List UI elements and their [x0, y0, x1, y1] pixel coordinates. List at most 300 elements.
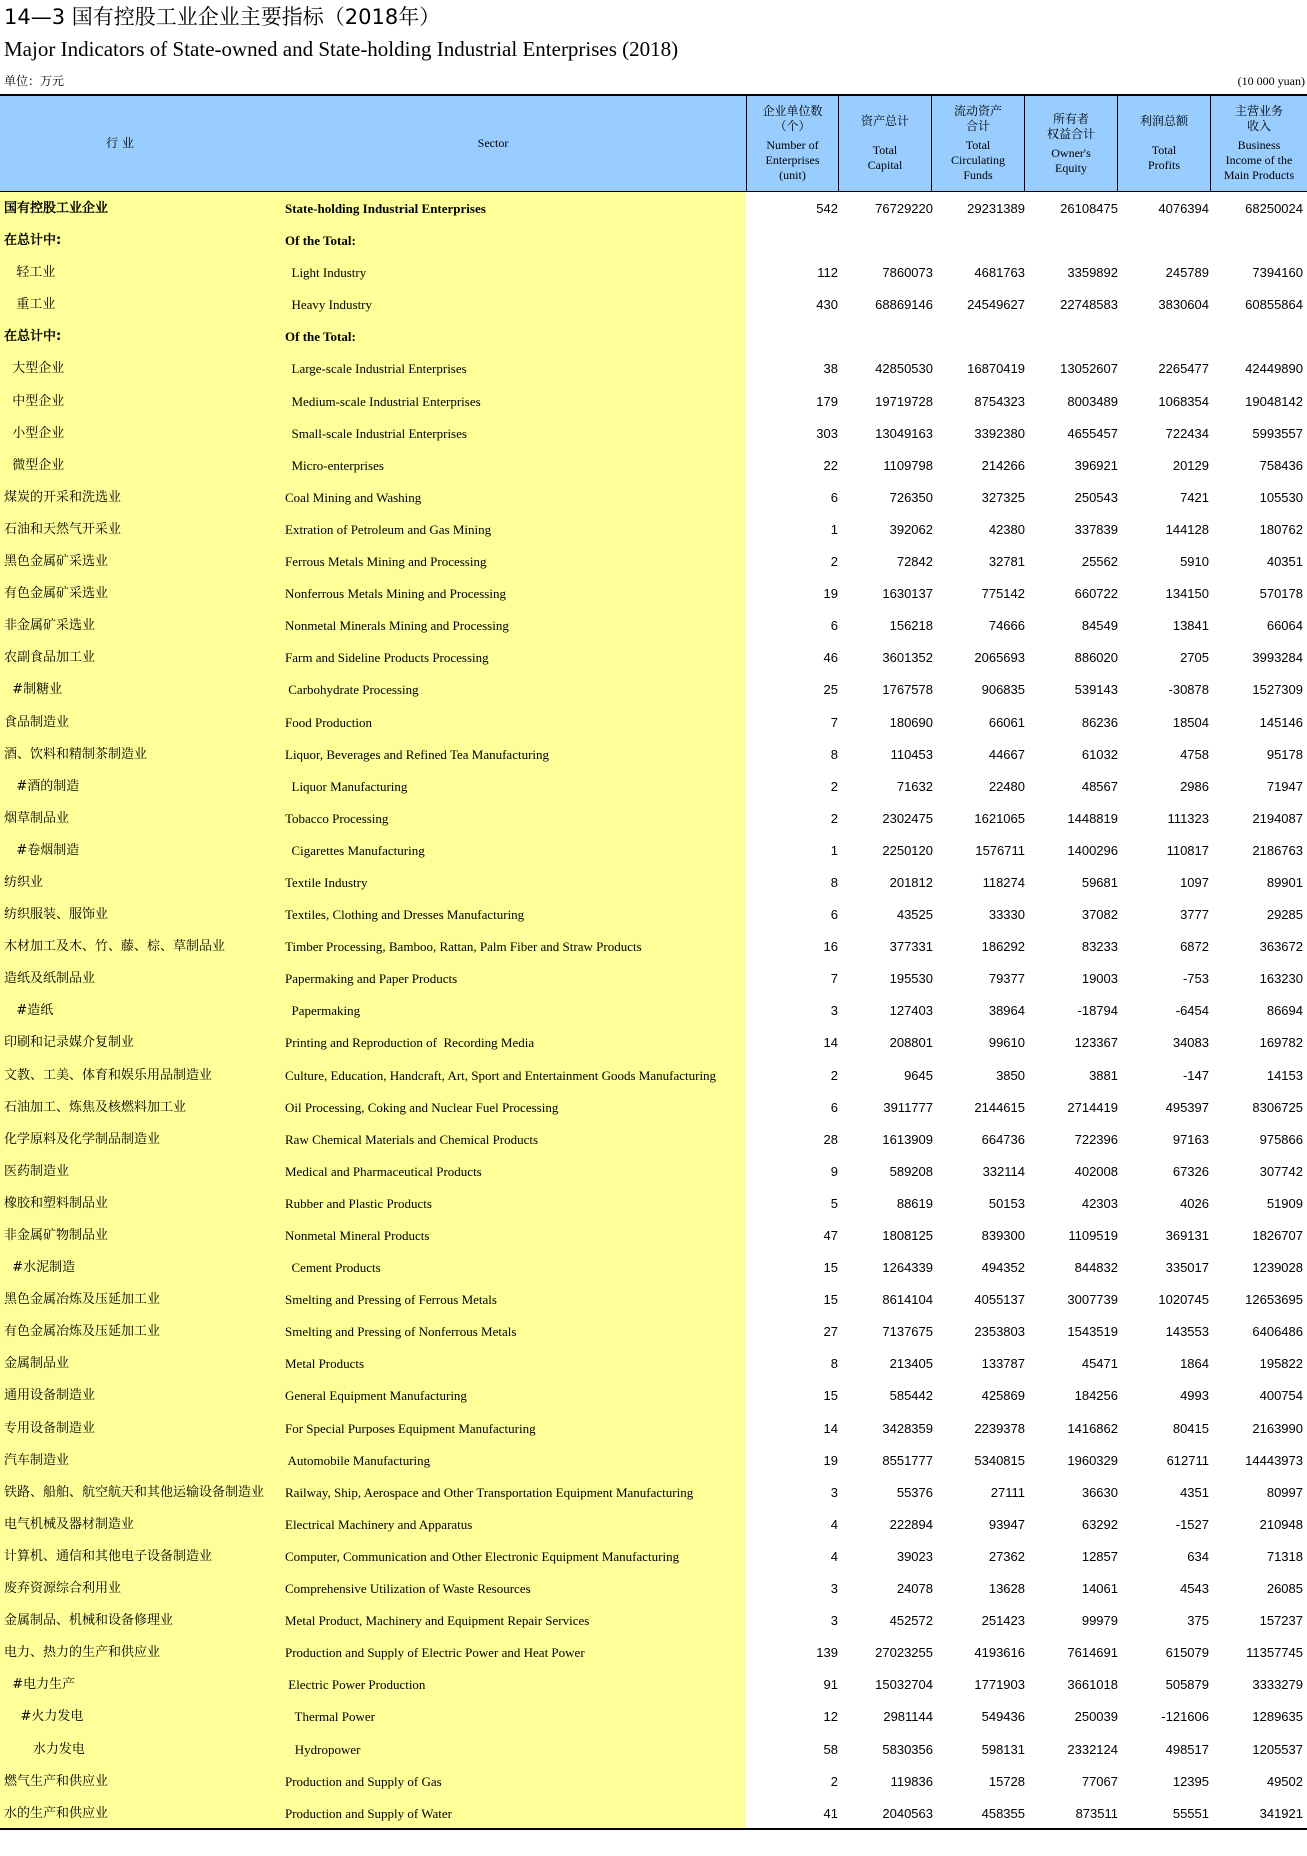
cell-value: 2265477: [1158, 361, 1209, 377]
header-col-cn2: 合计: [965, 119, 990, 133]
cell-value: 722396: [1074, 1131, 1118, 1147]
table-row: [0, 610, 1307, 642]
row-label-en: Thermal Power: [285, 1709, 376, 1725]
row-label-en: Coal Mining and Washing: [285, 489, 422, 505]
cell-value: 906835: [981, 682, 1025, 698]
cell-value: 2332124: [1067, 1741, 1118, 1757]
table-body: [0, 193, 1307, 1830]
header-col-cn2: 权益合计: [1046, 126, 1095, 141]
cell-value: 452572: [889, 1613, 933, 1629]
cell-value: -147: [1182, 1067, 1209, 1083]
cell-value: 25562: [1081, 554, 1118, 570]
cell-value: 89901: [1266, 874, 1303, 890]
row-label-cn: 黑色金属矿采选业: [4, 554, 109, 570]
cell-value: 12857: [1081, 1548, 1118, 1564]
row-label-cn: 食品制造业: [4, 714, 70, 730]
table-row: [0, 1156, 1307, 1188]
cell-value: [748, 321, 838, 353]
cell-value: 134150: [1165, 586, 1209, 602]
cell-value: 71632: [896, 778, 933, 794]
header-col-owners-equity: [1024, 96, 1117, 191]
table-row: [0, 1766, 1307, 1798]
cell-value: 1: [830, 842, 838, 858]
table-row: [0, 1188, 1307, 1220]
row-label-cn: 文教、工美、体育和娱乐用品制造业: [4, 1067, 213, 1083]
cell-value: 1448819: [1067, 810, 1118, 826]
row-label-en: State-holding Industrial Enterprises: [285, 201, 486, 216]
table-row: [0, 482, 1307, 514]
cell-value: 634: [1187, 1548, 1209, 1564]
row-label-en: Papermaking: [285, 1003, 361, 1019]
header-col-en1: Number of: [766, 138, 819, 152]
cell-value: 2163990: [1252, 1420, 1303, 1436]
cell-value: 8754323: [974, 393, 1025, 409]
cell-value: 46: [823, 650, 838, 666]
table-row: [0, 674, 1307, 706]
cell-value: 49502: [1266, 1773, 1303, 1789]
cell-value: 55551: [1172, 1805, 1209, 1821]
cell-value: 4026: [1180, 1195, 1209, 1211]
cell-value: 144128: [1165, 521, 1209, 537]
cell-value: 40351: [1266, 554, 1303, 570]
row-label-cn: 有色金属矿采选业: [4, 586, 109, 602]
cell-value: 13049163: [875, 425, 933, 441]
cell-value: 2144615: [974, 1099, 1025, 1115]
cell-value: 201812: [889, 874, 933, 890]
row-label-en: Printing and Reproduction of Recording Media: [285, 1035, 535, 1051]
cell-value: 68250024: [1245, 201, 1303, 216]
cell-value: 1613909: [882, 1131, 933, 1147]
cell-value: 143553: [1165, 1324, 1209, 1340]
cell-value: 3777: [1180, 907, 1209, 923]
row-label-en: Culture, Education, Handcraft, Art, Sport and Entertainment Goods Manufacturing: [285, 1067, 717, 1083]
cell-value: 1109519: [1068, 1228, 1118, 1243]
cell-value: 24549627: [967, 297, 1025, 313]
cell-value: 3: [830, 1613, 838, 1629]
cell-value: 14153: [1266, 1067, 1303, 1083]
cell-value: 12: [823, 1709, 838, 1725]
table-row: [0, 1541, 1307, 1573]
cell-value: 1020745: [1158, 1292, 1209, 1308]
cell-value: 1068354: [1158, 393, 1209, 409]
header-col-en2: Circulating: [951, 153, 1005, 167]
row-label-cn: 医药制造业: [4, 1163, 70, 1179]
table-header: [0, 96, 1307, 192]
row-label-cn: 橡胶和塑料制品业: [4, 1195, 109, 1211]
table-row: [0, 257, 1307, 289]
cell-value: 570178: [1259, 586, 1303, 602]
row-label-en: Oil Processing, Coking and Nuclear Fuel Processing: [285, 1099, 559, 1115]
cell-value: 14: [823, 1035, 838, 1051]
cell-value: 8: [830, 1356, 838, 1372]
row-label-en: Papermaking and Paper Products: [285, 971, 458, 987]
cell-value: 76729220: [875, 201, 933, 216]
header-col-cn2: （个）: [774, 119, 811, 133]
table-row: [0, 1669, 1307, 1701]
cell-value: 8306725: [1252, 1099, 1303, 1115]
cell-value: 38: [823, 361, 838, 377]
cell-value: 112: [817, 265, 838, 281]
cell-value: 775142: [981, 586, 1025, 602]
row-label-cn: 非金属矿采选业: [4, 618, 96, 634]
row-label-cn: 金属制品业: [4, 1356, 70, 1372]
cell-value: 42380: [988, 521, 1025, 537]
table-row: [0, 1124, 1307, 1156]
cell-value: 3: [830, 1484, 838, 1500]
cell-value: 42303: [1081, 1195, 1118, 1211]
cell-value: 542: [816, 201, 838, 216]
cell-value: 2353803: [974, 1324, 1025, 1340]
cell-value: 133787: [981, 1356, 1025, 1372]
cell-value: [1211, 321, 1303, 353]
row-label-cn: 黑色金属冶炼及压延加工业: [4, 1292, 161, 1308]
cell-value: 2: [830, 810, 838, 826]
cell-value: 975866: [1259, 1131, 1303, 1147]
row-label-cn: 小型企业: [4, 425, 65, 441]
row-label-cn: #火力发电: [4, 1709, 84, 1725]
cell-value: 363672: [1259, 939, 1303, 955]
table-row: [0, 1092, 1307, 1124]
table-row: [0, 1060, 1307, 1092]
table-row: [0, 995, 1307, 1027]
header-col-en3: (unit): [779, 168, 806, 182]
cell-value: 16: [823, 939, 838, 955]
cell-value: 16870419: [967, 361, 1025, 377]
cell-value: -121606: [1161, 1709, 1209, 1725]
cell-value: 25: [823, 682, 838, 698]
cell-value: 2194087: [1252, 810, 1303, 826]
cell-value: 11357745: [1246, 1645, 1303, 1661]
cell-value: 5: [830, 1195, 838, 1211]
row-label-cn: 轻工业: [4, 265, 56, 281]
cell-value: 26108475: [1060, 201, 1118, 216]
cell-value: 208801: [889, 1035, 933, 1051]
row-label-en: Smelting and Pressing of Ferrous Metals: [285, 1292, 497, 1308]
cell-value: 71947: [1266, 778, 1303, 794]
table-row: [0, 578, 1307, 610]
row-label-en: Railway, Ship, Aerospace and Other Transportation Equipment Manufacturing: [285, 1484, 694, 1500]
table-row: [0, 450, 1307, 482]
cell-value: 2705: [1180, 650, 1209, 666]
table-row: [0, 1701, 1307, 1733]
cell-value: 4655457: [1067, 425, 1118, 441]
cell-value: 1264339: [882, 1260, 933, 1276]
cell-value: 22: [823, 457, 838, 473]
cell-value: 32781: [988, 554, 1025, 570]
cell-value: 873511: [1075, 1805, 1118, 1821]
cell-value: 2186763: [1252, 842, 1303, 858]
row-label-en: Nonferrous Metals Mining and Processing: [285, 586, 506, 602]
cell-value: 402008: [1074, 1163, 1118, 1179]
row-label-cn: 金属制品、机械和设备修理业: [4, 1613, 174, 1629]
row-label-cn: 水的生产和供应业: [4, 1805, 109, 1821]
table-row: [0, 546, 1307, 578]
cell-value: 839300: [981, 1228, 1025, 1243]
cell-value: 28: [823, 1131, 838, 1147]
cell-value: [840, 321, 933, 353]
cell-value: 22748583: [1060, 297, 1118, 313]
cell-value: 2: [830, 778, 838, 794]
cell-value: 3428359: [882, 1420, 933, 1436]
cell-value: 1543519: [1067, 1324, 1118, 1340]
row-label-en: Extration of Petroleum and Gas Mining: [285, 521, 492, 537]
cell-value: 59681: [1081, 874, 1118, 890]
cell-value: 377331: [889, 939, 933, 955]
header-col-enterprises: [746, 96, 838, 191]
cell-value: 58: [823, 1741, 838, 1757]
cell-value: 42850530: [875, 361, 933, 377]
row-label-cn: 石油和天然气开采业: [4, 521, 122, 537]
cell-value: 43525: [896, 907, 933, 923]
cell-value: 61032: [1081, 746, 1118, 762]
cell-value: 722434: [1165, 425, 1209, 441]
table-row: [0, 1413, 1307, 1445]
cell-value: 22480: [988, 778, 1025, 794]
cell-value: 15: [823, 1388, 838, 1404]
cell-value: 19048142: [1245, 393, 1303, 409]
row-label-en: Carbohydrate Processing: [285, 682, 419, 698]
table-row: [0, 931, 1307, 963]
row-label-en: Metal Product, Machinery and Equipment Repair Services: [285, 1613, 590, 1629]
cell-value: 8: [830, 746, 838, 762]
cell-value: 1630137: [882, 586, 933, 602]
cell-value: 539143: [1074, 682, 1118, 698]
cell-value: 341921: [1259, 1805, 1303, 1821]
cell-value: 29285: [1266, 907, 1303, 923]
cell-value: 1097: [1180, 874, 1209, 890]
cell-value: 19003: [1081, 971, 1118, 987]
cell-value: 48567: [1081, 778, 1118, 794]
header-col-en2: Equity: [1055, 160, 1087, 175]
page-title-en: Major Indicators of State-owned and State-holding Industrial Enterprises (2018): [4, 37, 679, 61]
row-label-en: Computer, Communication and Other Electronic Equipment Manufacturing: [285, 1548, 680, 1564]
table-row: [0, 225, 1307, 257]
cell-value: 6: [830, 1099, 838, 1115]
row-label-cn: 酒、饮料和精制茶制造业: [4, 746, 148, 762]
cell-value: 1826707: [1252, 1228, 1303, 1243]
cell-value: 4543: [1180, 1581, 1209, 1597]
header-industry-cn: [0, 96, 240, 191]
table-row: [0, 1284, 1307, 1316]
cell-value: 195822: [1259, 1356, 1303, 1372]
cell-value: 3993284: [1252, 650, 1303, 666]
cell-value: 4193616: [974, 1645, 1025, 1661]
cell-value: 15: [823, 1260, 838, 1276]
header-col-en1: Business: [1237, 138, 1281, 152]
unit-label-cn: 单位：万元: [4, 74, 65, 88]
cell-value: 99610: [988, 1035, 1025, 1051]
cell-value: 2040563: [882, 1805, 933, 1821]
cell-value: 60855864: [1245, 297, 1303, 313]
cell-value: 589208: [889, 1163, 933, 1179]
cell-value: [1120, 321, 1209, 353]
row-label-cn: 水力发电: [4, 1741, 85, 1757]
cell-value: [840, 225, 933, 257]
cell-value: 37082: [1081, 907, 1118, 923]
cell-value: 2981144: [883, 1709, 933, 1725]
row-label-cn: 中型企业: [4, 393, 65, 409]
cell-value: 80415: [1172, 1420, 1209, 1436]
cell-value: 42449890: [1245, 361, 1303, 377]
cell-value: 3359892: [1067, 265, 1118, 281]
header-col-main-business-income: [1210, 96, 1307, 191]
table-row: [0, 1734, 1307, 1766]
cell-value: 157237: [1259, 1613, 1303, 1629]
cell-value: 726350: [889, 489, 933, 505]
cell-value: 19: [823, 586, 838, 602]
row-label-en: Production and Supply of Gas: [285, 1773, 442, 1789]
row-label-cn: 造纸及纸制品业: [4, 971, 96, 987]
header-col-en3: Funds: [963, 168, 993, 182]
cell-value: 156218: [889, 618, 933, 634]
row-label-en: Nonmetal Minerals Mining and Processing: [285, 618, 509, 634]
cell-value: 1771903: [974, 1677, 1025, 1693]
table-row: [0, 771, 1307, 803]
cell-value: 4993: [1180, 1388, 1209, 1404]
cell-value: 123367: [1074, 1035, 1118, 1051]
cell-value: 180762: [1259, 521, 1303, 537]
cell-value: 15032704: [875, 1677, 933, 1693]
header-sector-label: Sector: [477, 136, 509, 150]
row-label-en: Raw Chemical Materials and Chemical Products: [285, 1131, 539, 1147]
cell-value: 38964: [988, 1003, 1025, 1019]
row-label-cn: 重工业: [4, 297, 56, 313]
cell-value: 2714419: [1067, 1099, 1118, 1115]
row-label-en: Cement Products: [285, 1260, 381, 1276]
cell-value: 27362: [988, 1548, 1025, 1564]
cell-value: 33330: [988, 907, 1025, 923]
cell-value: 2302475: [882, 810, 933, 826]
cell-value: 214266: [981, 457, 1025, 473]
cell-value: 5993557: [1252, 425, 1303, 441]
cell-value: 2239378: [974, 1420, 1025, 1436]
header-col-en1: Owner's: [1051, 145, 1091, 160]
row-label-en: Automobile Manufacturing: [285, 1452, 431, 1468]
cell-value: 91: [823, 1677, 838, 1693]
cell-value: -30878: [1168, 682, 1209, 698]
row-label-cn: #酒的制造: [4, 778, 80, 794]
cell-value: 1400296: [1067, 842, 1118, 858]
row-label-cn: 化学原料及化学制品制造业: [4, 1131, 161, 1147]
table-row: [0, 963, 1307, 995]
cell-value: 396921: [1074, 457, 1118, 473]
cell-value: 4076394: [1158, 201, 1209, 216]
cell-value: 86694: [1266, 1003, 1303, 1019]
cell-value: 14061: [1081, 1581, 1118, 1597]
table-row: [0, 867, 1307, 899]
row-label-en: Of the Total:: [285, 329, 356, 345]
cell-value: 24078: [896, 1581, 933, 1597]
cell-value: 612711: [1166, 1452, 1209, 1468]
cell-value: [1120, 225, 1209, 257]
cell-value: 1767578: [882, 682, 933, 698]
table-row: [0, 835, 1307, 867]
header-col-cn2: 收入: [1246, 119, 1271, 133]
cell-value: 47: [823, 1228, 838, 1243]
header-col-cn1: 企业单位数: [762, 104, 823, 118]
cell-value: 498517: [1165, 1741, 1209, 1757]
row-label-en: Rubber and Plastic Products: [285, 1195, 432, 1211]
table-row: [0, 707, 1307, 739]
cell-value: 1239028: [1252, 1260, 1303, 1276]
row-label-cn: 在总计中:: [4, 233, 62, 249]
cell-value: 758436: [1259, 457, 1303, 473]
row-label-en: Electrical Machinery and Apparatus: [285, 1516, 473, 1532]
row-label-cn: 在总计中:: [4, 329, 62, 345]
row-label-cn: 专用设备制造业: [4, 1420, 96, 1436]
cell-value: 458355: [981, 1805, 1025, 1821]
cell-value: 8614104: [882, 1292, 933, 1308]
cell-value: 430: [816, 297, 838, 313]
cell-value: 7: [830, 971, 838, 987]
table-row: [0, 289, 1307, 321]
header-col-cn1: 资产总计: [860, 114, 909, 128]
row-label-en: Heavy Industry: [285, 297, 373, 313]
cell-value: 598131: [981, 1741, 1025, 1757]
table-row: [0, 193, 1307, 225]
cell-value: 20129: [1172, 457, 1209, 473]
cell-value: 369131: [1165, 1228, 1209, 1243]
row-label-en: Electric Power Production: [285, 1677, 426, 1693]
cell-value: 549436: [981, 1709, 1025, 1725]
cell-value: 245789: [1165, 265, 1209, 281]
cell-value: 664736: [981, 1131, 1025, 1147]
cell-value: 51909: [1266, 1195, 1303, 1211]
cell-value: 250039: [1074, 1709, 1118, 1725]
cell-value: 615079: [1165, 1645, 1209, 1661]
row-label-en: Small-scale Industrial Enterprises: [285, 425, 467, 441]
cell-value: 145146: [1259, 714, 1303, 730]
cell-value: 327325: [981, 489, 1025, 505]
cell-value: 186292: [981, 939, 1025, 955]
page-title-cn: 14—3 国有控股工业企业主要指标（2018年）: [4, 5, 441, 29]
row-label-en: Large-scale Industrial Enterprises: [285, 361, 467, 377]
table-row: [0, 1348, 1307, 1380]
header-sector-en: [240, 96, 746, 191]
cell-value: 1416862: [1067, 1420, 1118, 1436]
row-label-en: Tobacco Processing: [285, 810, 389, 826]
cell-value: 7: [830, 714, 838, 730]
row-label-cn: 计算机、通信和其他电子设备制造业: [4, 1548, 213, 1564]
cell-value: [935, 321, 1025, 353]
header-col-total-capital: [838, 96, 931, 191]
cell-value: 3333279: [1252, 1677, 1303, 1693]
cell-value: 4758: [1180, 746, 1209, 762]
cell-value: 3661018: [1067, 1677, 1118, 1693]
row-label-en: General Equipment Manufacturing: [285, 1388, 467, 1404]
header-col-en2: Profits: [1147, 158, 1180, 172]
cell-value: 4055137: [974, 1292, 1025, 1308]
cell-value: 844832: [1074, 1260, 1118, 1276]
cell-value: 1205537: [1252, 1741, 1303, 1757]
cell-value: 71318: [1266, 1548, 1303, 1564]
row-label-cn: 汽车制造业: [4, 1452, 70, 1468]
cell-value: 44667: [988, 746, 1025, 762]
cell-value: 5830356: [882, 1741, 933, 1757]
cell-value: 4: [830, 1516, 838, 1532]
cell-value: 67326: [1172, 1163, 1209, 1179]
cell-value: 95178: [1266, 746, 1303, 762]
row-label-cn: 农副食品加工业: [4, 650, 96, 666]
cell-value: 2: [830, 554, 838, 570]
cell-value: 5910: [1180, 554, 1209, 570]
cell-value: 886020: [1074, 650, 1118, 666]
cell-value: 72842: [896, 554, 933, 570]
cell-value: 12395: [1172, 1773, 1209, 1789]
row-label-en: Production and Supply of Water: [285, 1805, 452, 1821]
row-label-cn: 电力、热力的生产和供应业: [4, 1645, 161, 1661]
row-label-en: For Special Purposes Equipment Manufacturing: [285, 1420, 536, 1436]
